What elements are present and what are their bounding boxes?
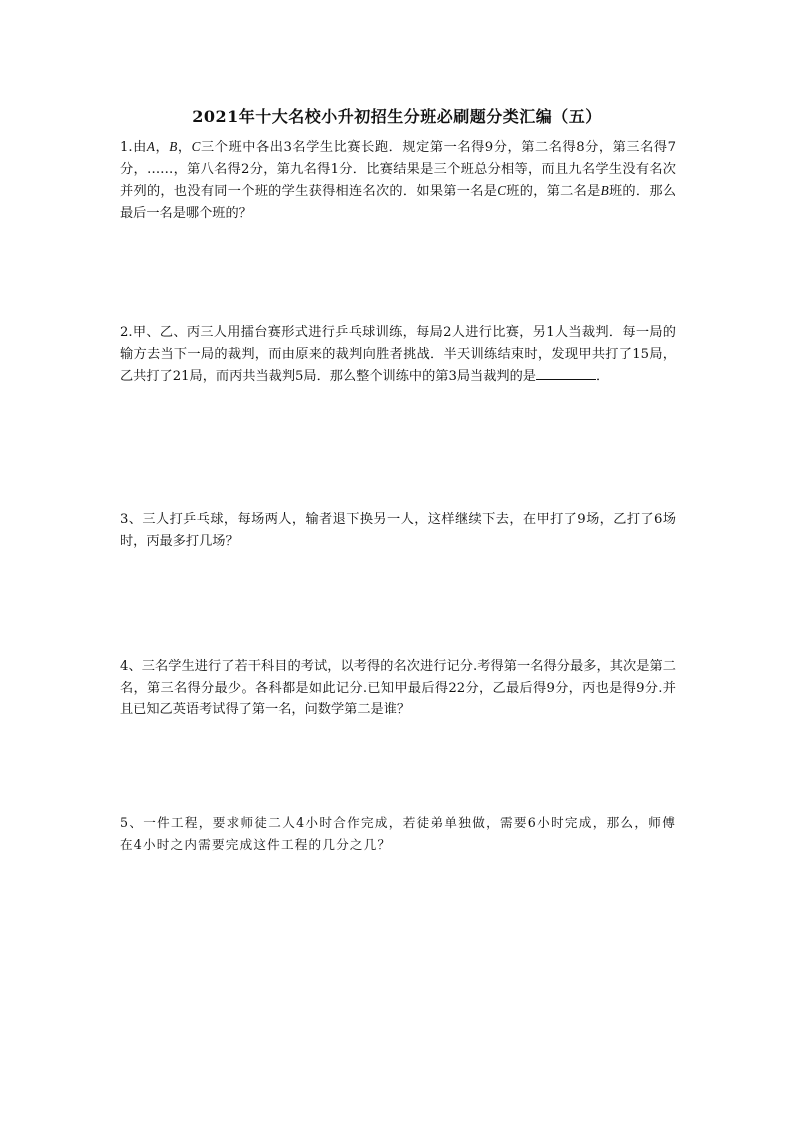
answer-blank[interactable] xyxy=(536,365,596,380)
question-1: 1.由A，B，C三个班中各出3名学生比赛长跑．规定第一名得9分，第二名得8分，第三名得7分，……，第八名得2分，第九名得1分．比赛结果是三个班总分相等，而且九名学生没有名次并列的，也没有同一个班的学生获得相连名次的．如果第一名是C班的，第二名是B班的．那么最后一名是哪个班的？ xyxy=(120,139,677,221)
question-3: 3、三人打乒乓球，每场两人，输者退下换另一人，这样继续下去，在甲打了9场，乙打了6场时，丙最多打几场？ xyxy=(120,512,676,549)
question-4: 4、三名学生进行了若干科目的考试，以考得的名次进行记分.考得第一名得分最多，其次是第二名，第三名得分最少。各科都是如此记分.已知甲最后得22分，乙最后得9分，丙也是得9分.并且已知乙英语考试得了第一名，问数学第二是谁？ xyxy=(120,659,676,717)
question-2: 2.甲、乙、丙三人用擂台赛形式进行乒乓球训练，每局2人进行比赛，另1人当裁判．每一局的输方去当下一局的裁判，而由原来的裁判向胜者挑战．半天训练结束时，发现甲共打了15局，乙共打了21局，而丙共当裁判5局．那么整个训练中的第3局当裁判的是 ． xyxy=(120,325,676,384)
document-title: 2021年十大名校小升初招生分班必刷题分类汇编（五） xyxy=(192,107,602,126)
question-5: 5、一件工程，要求师徒二人4小时合作完成，若徒弟单独做，需要6小时完成，那么，师傅在4小时之内需要完成这件工程的几分之几？ xyxy=(120,815,676,852)
